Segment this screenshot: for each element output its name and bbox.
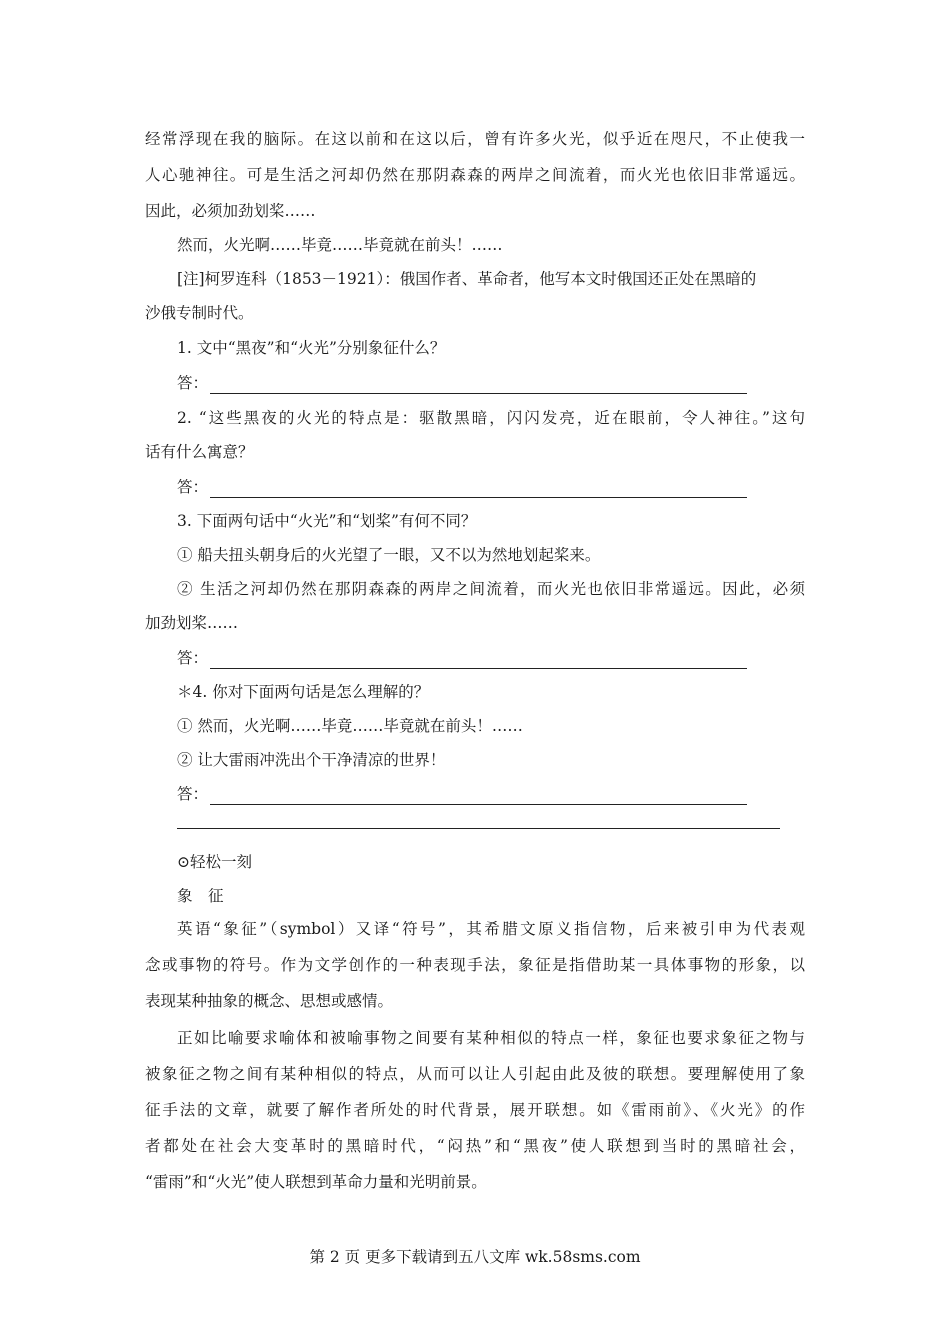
passage-line: 然而，火光啊……毕竟……毕竟就在前头！…… bbox=[177, 236, 503, 254]
question-3-sentence-2: ② 生活之河却仍然在那阴森森的两岸之间流着，而火光也依旧非常遥远。因此，必须 bbox=[177, 580, 805, 598]
answer-line-1[interactable] bbox=[177, 372, 747, 394]
question-3: 3. 下面两句话中“火光”和“划桨”有何不同？ bbox=[177, 512, 477, 530]
answer-label: 答： bbox=[177, 374, 209, 392]
note-line: [注]柯罗连科（1853－1921）：俄国作者、革命者，他写本文时俄国还正处在黑暗的 bbox=[177, 270, 757, 288]
relax-heading: ⊙轻松一刻 bbox=[177, 853, 252, 871]
question-1: 1. 文中“黑夜”和“火光”分别象征什么？ bbox=[177, 339, 446, 357]
relax-paragraph: 念或事物的符号。作为文学创作的一种表现手法，象征是指借助某一具体事物的形象，以 bbox=[145, 956, 805, 974]
answer-label: 答： bbox=[177, 478, 209, 496]
passage-line: 人心驰神往。可是生活之河却仍然在那阴森森的两岸之间流着，而火光也依旧非常遥远。 bbox=[145, 166, 805, 184]
passage-line: 因此，必须加劲划桨…… bbox=[145, 202, 316, 220]
note-line: 沙俄专制时代。 bbox=[145, 304, 254, 322]
page-footer: 第 2 页 更多下载请到五八文库 wk.58sms.com bbox=[309, 1248, 641, 1266]
relax-title: 象 征 bbox=[177, 887, 224, 905]
answer-label: 答： bbox=[177, 649, 209, 667]
answer-blank bbox=[210, 483, 747, 498]
answer-line-4[interactable] bbox=[177, 783, 747, 805]
question-3-sentence-1: ① 船夫扭头朝身后的火光望了一眼，又不以为然地划起桨来。 bbox=[177, 546, 601, 564]
relax-paragraph: 者都处在社会大变革时的黑暗时代，“闷热”和“黑夜”使人联想到当时的黑暗社会， bbox=[145, 1137, 805, 1155]
relax-paragraph: 征手法的文章，就要了解作者所处的时代背景，展开联想。如《雷雨前》、《火光》的作 bbox=[145, 1101, 805, 1119]
passage-line: 经常浮现在我的脑际。在这以前和在这以后，曾有许多火光，似乎近在咫尺，不止使我一 bbox=[145, 130, 805, 148]
question-4-sentence-1: ① 然而，火光啊……毕竟……毕竟就在前头！…… bbox=[177, 717, 523, 735]
relax-paragraph: 正如比喻要求喻体和被喻事物之间要有某种相似的特点一样，象征也要求象征之物与 bbox=[177, 1029, 805, 1047]
question-4: ＊4. 你对下面两句话是怎么理解的？ bbox=[177, 683, 430, 701]
question-3-sentence-2-cont: 加劲划桨…… bbox=[145, 614, 239, 632]
answer-line-3[interactable] bbox=[177, 647, 747, 669]
relax-paragraph: 英语“象征”（symbol）又译“符号”，其希腊文原义指信物，后来被引申为代表观 bbox=[177, 920, 805, 938]
answer-blank bbox=[210, 790, 747, 805]
relax-paragraph: 表现某种抽象的概念、思想或感情。 bbox=[145, 992, 394, 1010]
relax-paragraph: 被象征之物之间有某种相似的特点，从而可以让人引起由此及彼的联想。要理解使用了象 bbox=[145, 1065, 805, 1083]
answer-extra-line[interactable] bbox=[177, 828, 780, 829]
answer-blank bbox=[210, 379, 747, 394]
answer-line-2[interactable] bbox=[177, 476, 747, 498]
relax-paragraph: “雷雨”和“火光”使人联想到革命力量和光明前景。 bbox=[145, 1173, 487, 1191]
question-2-cont: 话有什么寓意？ bbox=[145, 443, 254, 461]
answer-blank bbox=[210, 654, 747, 669]
question-4-sentence-2: ② 让大雷雨冲洗出个干净清凉的世界！ bbox=[177, 751, 446, 769]
question-2: 2. “这些黑夜的火光的特点是：驱散黑暗，闪闪发亮，近在眼前，令人神往。”这句 bbox=[177, 409, 805, 427]
answer-label: 答： bbox=[177, 785, 209, 803]
